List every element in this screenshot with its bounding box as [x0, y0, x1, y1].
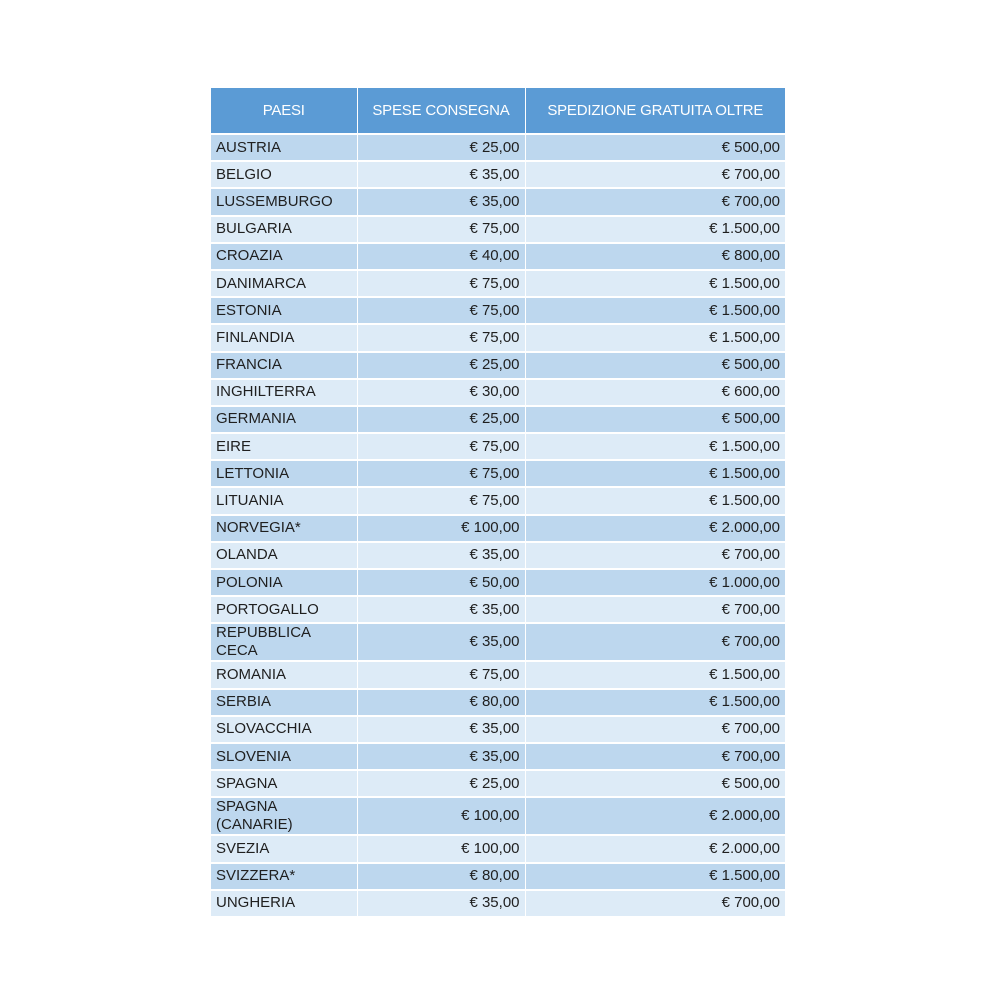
country-cell: INGHILTERRA — [211, 379, 357, 406]
table-row — [211, 716, 785, 743]
free-shipping-threshold-cell: € 1.500,00 — [525, 487, 785, 514]
shipping-cost-cell: € 75,00 — [357, 324, 525, 351]
country-cell: ESTONIA — [211, 297, 357, 324]
shipping-cost-cell: € 35,00 — [357, 623, 525, 661]
shipping-cost-cell: € 35,00 — [357, 542, 525, 569]
table-row — [211, 216, 785, 243]
free-shipping-threshold-cell: € 1.500,00 — [525, 661, 785, 688]
country-cell: POLONIA — [211, 569, 357, 596]
free-shipping-threshold-cell: € 2.000,00 — [525, 835, 785, 862]
table-row — [211, 134, 785, 161]
shipping-cost-cell: € 100,00 — [357, 797, 525, 835]
free-shipping-threshold-cell: € 2.000,00 — [525, 797, 785, 835]
table-row — [211, 863, 785, 890]
country-cell: NORVEGIA* — [211, 515, 357, 542]
header-paesi: PAESI — [211, 88, 357, 134]
country-cell: GERMANIA — [211, 406, 357, 433]
free-shipping-threshold-cell: € 700,00 — [525, 716, 785, 743]
table-row — [211, 835, 785, 862]
shipping-cost-cell: € 25,00 — [357, 770, 525, 797]
shipping-cost-cell: € 75,00 — [357, 661, 525, 688]
country-cell: SVEZIA — [211, 835, 357, 862]
country-cell: PORTOGALLO — [211, 596, 357, 623]
country-cell: BULGARIA — [211, 216, 357, 243]
table-row — [211, 515, 785, 542]
country-cell: FINLANDIA — [211, 324, 357, 351]
shipping-cost-cell: € 75,00 — [357, 487, 525, 514]
free-shipping-threshold-cell: € 500,00 — [525, 134, 785, 161]
free-shipping-threshold-cell: € 700,00 — [525, 542, 785, 569]
shipping-cost-cell: € 80,00 — [357, 689, 525, 716]
country-cell: DANIMARCA — [211, 270, 357, 297]
country-cell: ROMANIA — [211, 661, 357, 688]
shipping-cost-cell: € 40,00 — [357, 243, 525, 270]
table-row — [211, 743, 785, 770]
country-cell: SLOVENIA — [211, 743, 357, 770]
table-row — [211, 569, 785, 596]
free-shipping-threshold-cell: € 700,00 — [525, 596, 785, 623]
header-row — [211, 88, 785, 134]
country-cell: SVIZZERA* — [211, 863, 357, 890]
shipping-cost-cell: € 75,00 — [357, 433, 525, 460]
shipping-cost-cell: € 35,00 — [357, 743, 525, 770]
free-shipping-threshold-cell: € 500,00 — [525, 406, 785, 433]
table-row — [211, 270, 785, 297]
table-row — [211, 770, 785, 797]
table-row — [211, 596, 785, 623]
free-shipping-threshold-cell: € 1.500,00 — [525, 270, 785, 297]
shipping-cost-cell: € 100,00 — [357, 835, 525, 862]
free-shipping-threshold-cell: € 500,00 — [525, 352, 785, 379]
free-shipping-threshold-cell: € 1.500,00 — [525, 460, 785, 487]
free-shipping-threshold-cell: € 800,00 — [525, 243, 785, 270]
shipping-cost-cell: € 35,00 — [357, 596, 525, 623]
shipping-cost-cell: € 75,00 — [357, 297, 525, 324]
table-row — [211, 433, 785, 460]
country-cell: SERBIA — [211, 689, 357, 716]
shipping-cost-cell: € 50,00 — [357, 569, 525, 596]
free-shipping-threshold-cell: € 1.500,00 — [525, 863, 785, 890]
table-row — [211, 161, 785, 188]
table-body — [211, 134, 785, 917]
header-spedizione-gratuita-oltre: SPEDIZIONE GRATUITA OLTRE — [525, 88, 785, 134]
free-shipping-threshold-cell: € 1.500,00 — [525, 216, 785, 243]
country-cell: SPAGNA (CANARIE) — [211, 797, 357, 835]
shipping-cost-cell: € 80,00 — [357, 863, 525, 890]
shipping-cost-cell: € 25,00 — [357, 134, 525, 161]
country-cell: EIRE — [211, 433, 357, 460]
table-row — [211, 297, 785, 324]
table-row — [211, 324, 785, 351]
country-cell: LITUANIA — [211, 487, 357, 514]
table-row — [211, 460, 785, 487]
header-spese-consegna: SPESE CONSEGNA — [357, 88, 525, 134]
free-shipping-threshold-cell: € 700,00 — [525, 890, 785, 917]
table-row — [211, 487, 785, 514]
shipping-cost-cell: € 30,00 — [357, 379, 525, 406]
table-row — [211, 689, 785, 716]
table-row — [211, 623, 785, 661]
country-cell: BELGIO — [211, 161, 357, 188]
country-cell: SPAGNA — [211, 770, 357, 797]
shipping-cost-cell: € 75,00 — [357, 460, 525, 487]
table-row — [211, 890, 785, 917]
shipping-cost-cell: € 25,00 — [357, 406, 525, 433]
country-cell: FRANCIA — [211, 352, 357, 379]
shipping-rates-table — [211, 88, 785, 918]
table-row — [211, 188, 785, 215]
shipping-cost-cell: € 35,00 — [357, 188, 525, 215]
country-cell: LUSSEMBURGO — [211, 188, 357, 215]
shipping-cost-cell: € 75,00 — [357, 216, 525, 243]
country-cell: LETTONIA — [211, 460, 357, 487]
country-cell: OLANDA — [211, 542, 357, 569]
shipping-cost-cell: € 35,00 — [357, 890, 525, 917]
shipping-cost-cell: € 25,00 — [357, 352, 525, 379]
table-row — [211, 352, 785, 379]
free-shipping-threshold-cell: € 700,00 — [525, 188, 785, 215]
free-shipping-threshold-cell: € 1.000,00 — [525, 569, 785, 596]
free-shipping-threshold-cell: € 700,00 — [525, 161, 785, 188]
free-shipping-threshold-cell: € 700,00 — [525, 623, 785, 661]
free-shipping-threshold-cell: € 1.500,00 — [525, 324, 785, 351]
country-cell: CROAZIA — [211, 243, 357, 270]
free-shipping-threshold-cell: € 2.000,00 — [525, 515, 785, 542]
shipping-cost-cell: € 75,00 — [357, 270, 525, 297]
table-row — [211, 243, 785, 270]
free-shipping-threshold-cell: € 500,00 — [525, 770, 785, 797]
free-shipping-threshold-cell: € 1.500,00 — [525, 433, 785, 460]
table-row — [211, 542, 785, 569]
country-cell: AUSTRIA — [211, 134, 357, 161]
free-shipping-threshold-cell: € 1.500,00 — [525, 689, 785, 716]
table-row — [211, 661, 785, 688]
free-shipping-threshold-cell: € 600,00 — [525, 379, 785, 406]
country-cell: UNGHERIA — [211, 890, 357, 917]
shipping-cost-cell: € 35,00 — [357, 716, 525, 743]
free-shipping-threshold-cell: € 1.500,00 — [525, 297, 785, 324]
country-cell: REPUBBLICA CECA — [211, 623, 357, 661]
free-shipping-threshold-cell: € 700,00 — [525, 743, 785, 770]
table-header — [211, 88, 785, 134]
shipping-cost-cell: € 35,00 — [357, 161, 525, 188]
shipping-cost-cell: € 100,00 — [357, 515, 525, 542]
table-row — [211, 406, 785, 433]
table-row — [211, 797, 785, 835]
country-cell: SLOVACCHIA — [211, 716, 357, 743]
table-row — [211, 379, 785, 406]
